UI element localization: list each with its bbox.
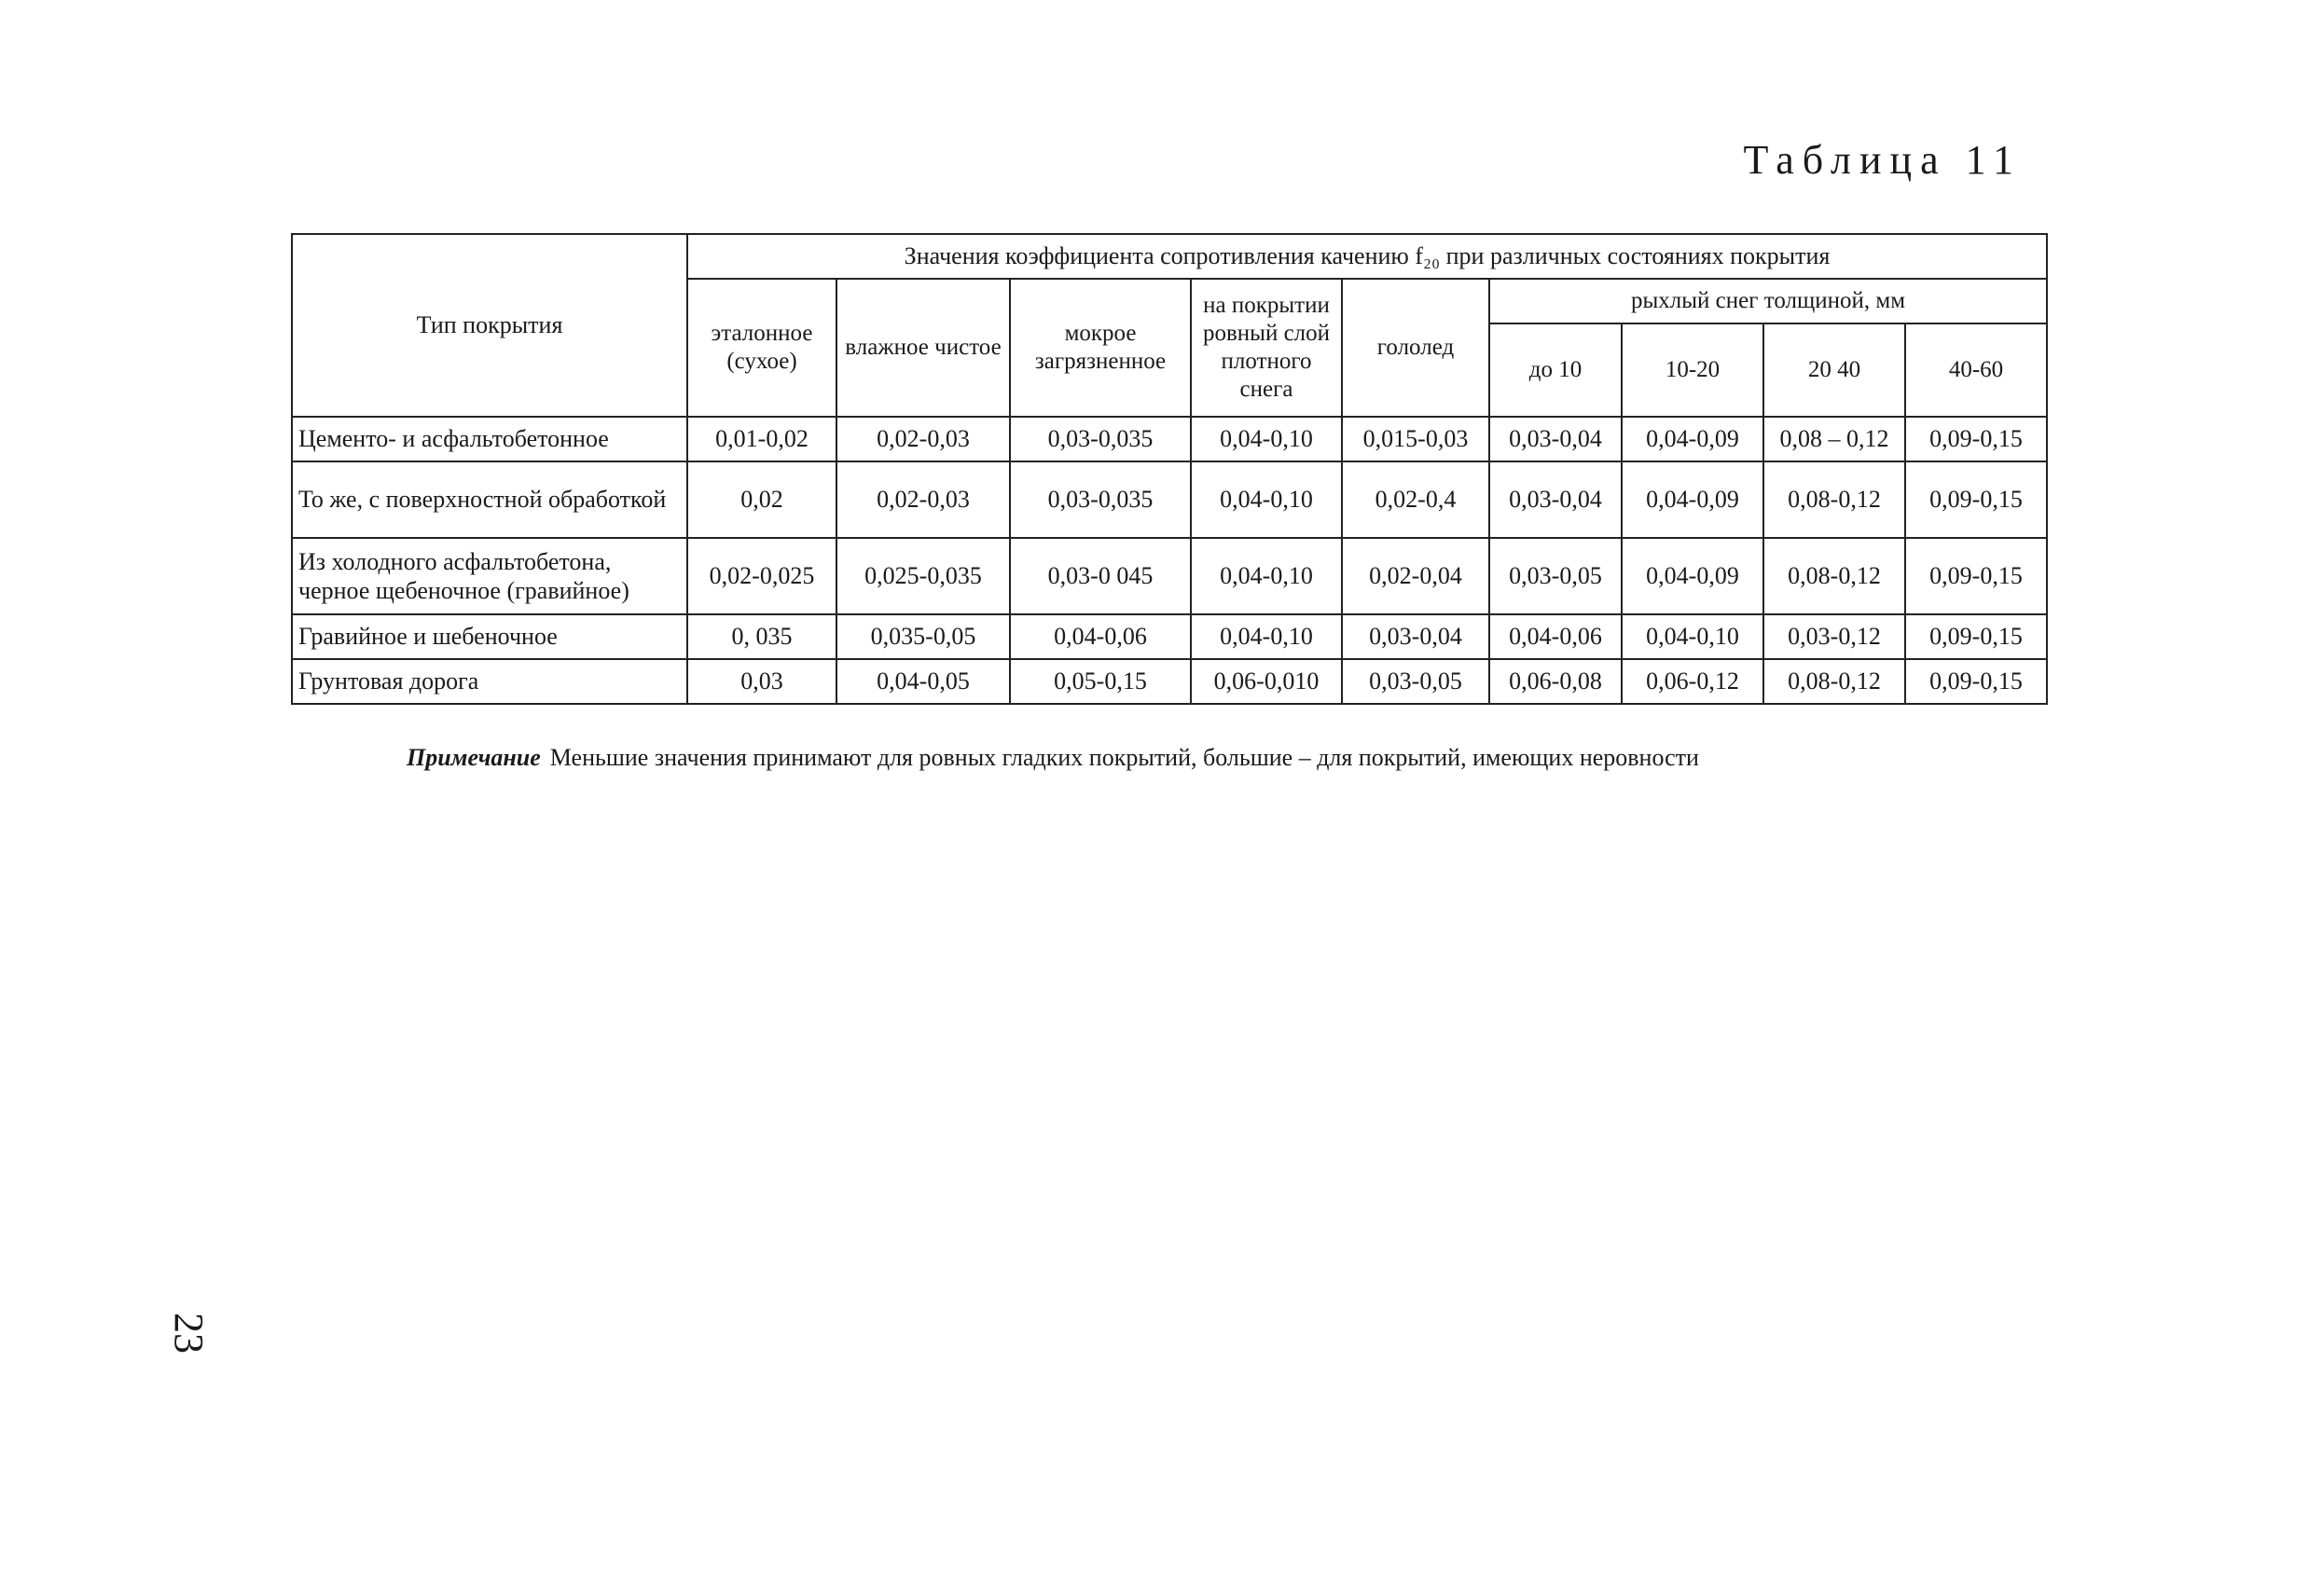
table-title: Таблица 11: [1743, 137, 2022, 183]
table-cell: 0,09-0,15: [1905, 417, 2047, 461]
table-cell: 0,03-0,035: [1010, 417, 1191, 461]
table-cell: 0,015-0,03: [1342, 417, 1489, 461]
table-cell: 0,09-0,15: [1905, 659, 2047, 704]
table-note: [407, 744, 1699, 772]
table-cell: 0,02-0,04: [1342, 538, 1489, 614]
table-cell: 0,04-0,10: [1191, 461, 1342, 538]
table-cell: 0,04-0,09: [1622, 538, 1763, 614]
table-row: [292, 614, 2047, 659]
table-row: [292, 659, 2047, 704]
table-cell: 0,02: [687, 461, 836, 538]
type-column-header: Тип покрытия: [292, 234, 687, 417]
column-header: влажное чистое: [836, 279, 1010, 417]
snow-column-header: 40-60: [1905, 323, 2047, 417]
table-cell: 0,06-0,08: [1489, 659, 1622, 704]
table-cell: 0,04-0,10: [1191, 538, 1342, 614]
table-cell: 0,08-0,12: [1763, 461, 1905, 538]
table-cell: 0,04-0,10: [1191, 614, 1342, 659]
table-cell: 0,03-0,05: [1489, 538, 1622, 614]
snow-column-header: до 10: [1489, 323, 1622, 417]
column-header: на покрытии ровный слой плотного снега: [1191, 279, 1342, 417]
table-cell: 0,08-0,12: [1763, 659, 1905, 704]
snow-column-header: 10-20: [1622, 323, 1763, 417]
row-type: Грунтовая дорога: [292, 659, 687, 704]
row-type: Цементо- и асфальтобетонное: [292, 417, 687, 461]
table-cell: 0,02-0,4: [1342, 461, 1489, 538]
table-row: [292, 538, 2047, 614]
table-cell: 0,03-0,12: [1763, 614, 1905, 659]
table-cell: 0,04-0,09: [1622, 461, 1763, 538]
page-number: 23: [166, 1313, 212, 1354]
row-type: Из холодного асфальтобетона, черное щебеночное (гравийное): [292, 538, 687, 614]
table-cell: 0,04-0,10: [1191, 417, 1342, 461]
table-cell: 0,09-0,15: [1905, 614, 2047, 659]
table-cell: 0,06-0,010: [1191, 659, 1342, 704]
table-cell: 0,08 – 0,12: [1763, 417, 1905, 461]
table-cell: 0,03-0,05: [1342, 659, 1489, 704]
column-header: эталонное (сухое): [687, 279, 836, 417]
coefficient-table: [291, 233, 2048, 705]
table-cell: 0,03-0 045: [1010, 538, 1191, 614]
table-cell: 0,03-0,035: [1010, 461, 1191, 538]
table-cell: 0,05-0,15: [1010, 659, 1191, 704]
table-cell: 0,02-0,025: [687, 538, 836, 614]
table-cell: 0,04-0,10: [1622, 614, 1763, 659]
table-cell: 0,04-0,06: [1010, 614, 1191, 659]
table-cell: 0,03: [687, 659, 836, 704]
table-cell: 0,03-0,04: [1489, 417, 1622, 461]
table-cell: 0,08-0,12: [1763, 538, 1905, 614]
table-cell: 0,01-0,02: [687, 417, 836, 461]
table-row: [292, 461, 2047, 538]
table-cell: 0,09-0,15: [1905, 461, 2047, 538]
table-cell: 0,09-0,15: [1905, 538, 2047, 614]
table-cell: 0,03-0,04: [1489, 461, 1622, 538]
note-text: Меньшие значения принимают для ровных гладких покрытий, большие – для покрытий, имеющих неровности: [549, 744, 1699, 771]
column-header: гололед: [1342, 279, 1489, 417]
note-label: Примечание: [407, 744, 541, 771]
table-cell: 0,02-0,03: [836, 461, 1010, 538]
table-cell: 0,035-0,05: [836, 614, 1010, 659]
snow-group-header: рыхлый снег толщиной, мм: [1489, 279, 2047, 323]
group-header: Значения коэффициента сопротивления качению f₂₀ при различных состояниях покрытия: [687, 234, 2047, 279]
table-cell: 0,025-0,035: [836, 538, 1010, 614]
column-header: мокрое загрязненное: [1010, 279, 1191, 417]
table-cell: 0,04-0,06: [1489, 614, 1622, 659]
table-cell: 0,04-0,05: [836, 659, 1010, 704]
row-type: То же, с поверхностной обработкой: [292, 461, 687, 538]
table-cell: 0,06-0,12: [1622, 659, 1763, 704]
snow-column-header: 20 40: [1763, 323, 1905, 417]
table-row: [292, 417, 2047, 461]
table-cell: 0,04-0,09: [1622, 417, 1763, 461]
table-cell: 0, 035: [687, 614, 836, 659]
table-cell: 0,03-0,04: [1342, 614, 1489, 659]
table-cell: 0,02-0,03: [836, 417, 1010, 461]
row-type: Гравийное и шебеночное: [292, 614, 687, 659]
